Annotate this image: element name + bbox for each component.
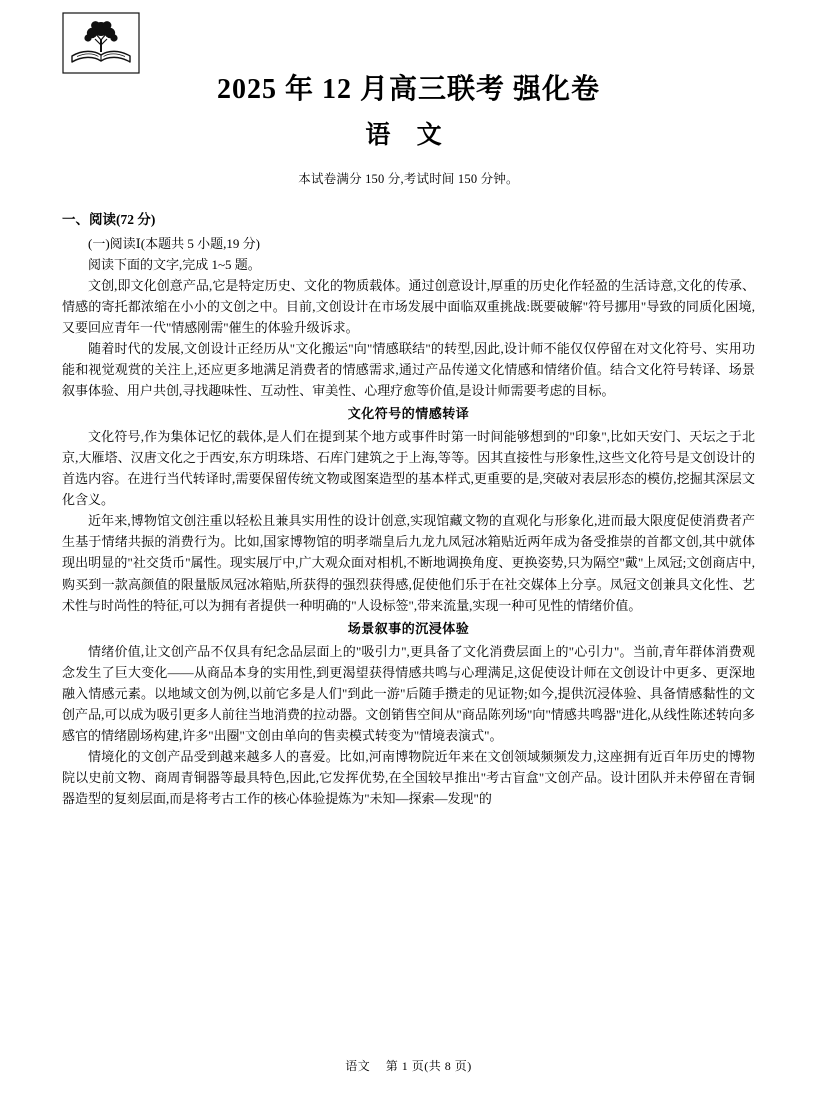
subsection-title: (一)阅读Ⅰ(本题共 5 小题,19 分) bbox=[88, 235, 260, 251]
paragraph: 文创,即文化创意产品,它是特定历史、文化的物质载体。通过创意设计,厚重的历史化作轻盈的生活诗意,文化的传承、情感的寄托都浓缩在小小的文创之中。目前,文创设计在市场发展中面临双重挑战:既要破解"符号挪用"导致的同质化困境,又要回应青年一代"情感刚需"催生的体验升级诉求。 bbox=[62, 277, 755, 335]
paper-body bbox=[62, 209, 755, 809]
subject-title: 语 文 bbox=[365, 122, 452, 150]
paragraph: 随着时代的发展,文创设计正经历从"文化搬运"向"情感联结"的转型,因此,设计师不能仅仅停留在对文化符号、实用功能和视觉观赏的关注上,还应更多地满足消费者的情感需求,通过产品传递文化情感和情绪价值。结合文化符号转译、场景叙事体验、用户共创,寻找趣味性、互动性、审美性、心理疗愈等价值,是设计师需要考虑的目标。 bbox=[62, 340, 755, 399]
paragraph: 近年来,博物馆文创注重以轻松且兼具实用性的设计创意,实现馆藏文物的直观化与形象化,进而最大限度促使消费者产生基于情绪共振的消费行为。比如,国家博物馆的明孝端皇后九龙九凤冠冰箱贴近两年成为备受推崇的首都文创,其中就体现出明显的"社交货币"属性。现实展厅中,广大观众面对相机,不断地调换角度、更换姿势,只为隔空"戴"上凤冠;文创商店中,购买到一款高颜值的限量版凤冠冰箱贴,所获得的强烈获得感,促使他们乐于在社交媒体上分享。凤冠文创兼具文化性、艺术性与时尚性的特征,可以为拥有者提供一种明确的"人设标签",带来流量,实现一种可见性的情绪价值。 bbox=[62, 513, 755, 613]
footer-page-number: 第 1 页(共 8 页) bbox=[385, 1059, 472, 1073]
exam-note: 本试卷满分 150 分,考试时间 150 分钟。 bbox=[298, 171, 519, 186]
footer-subject: 语文 bbox=[345, 1059, 371, 1073]
paragraph: 情绪价值,让文创产品不仅具有纪念品层面上的"吸引力",更具备了文化消费层面上的"心引力"。当前,青年群体消费观念发生了巨大变化——从商品本身的实用性,到更渴望获得情感共鸣与心理满足,这促使设计师在文创设计中更多、更深地融入情感元素。以地域文创为例,以前它多是人们"到此一游"后随手攒走的见证物;如今,提供沉浸体验、具备情感黏性的文创产品,可以成为吸引更多人前往当地消费的拉动器。文创销售空间从"商品陈列场"向"情感共鸣器"进化,从线性陈述转向多感官的情绪剧场构建,许多"出圈"文创由单向的售卖模式转变为"情境表演式"。 bbox=[62, 643, 755, 743]
page-footer bbox=[0, 1057, 817, 1074]
instruction-line: 阅读下面的文字,完成 1~5 题。 bbox=[88, 256, 261, 272]
book-tree-logo-icon bbox=[62, 12, 140, 74]
subheading: 文化符号的情感转译 bbox=[347, 406, 470, 422]
paper-header bbox=[62, 0, 755, 187]
section-title: 一、阅读(72 分) bbox=[62, 211, 156, 227]
subheading: 场景叙事的沉浸体验 bbox=[347, 620, 470, 636]
paragraph: 文化符号,作为集体记忆的载体,是人们在提到某个地方或事件时第一时间能够想到的"印象",比如天安门、天坛之于北京,大雁塔、汉唐文化之于西安,东方明珠塔、石库门建筑之于上海,等等。因其直接性与形象性,这些文化符号是文创设计的首选内容。在进行当代转译时,需要保留传统文物或图案造型的基本样式,更重要的是,突破对表层形态的模仿,挖掘其深层文化含义。 bbox=[62, 429, 755, 508]
page-title: 2025 年 12 月高三联考 强化卷 bbox=[216, 74, 600, 105]
paragraph: 情境化的文创产品受到越来越多人的喜爱。比如,河南博物院近年来在文创领域频频发力,这座拥有近百年历史的博物院以史前文物、商周青铜器等最具特色,因此,它发挥优势,在全国较早推出"考古盲盒"文创产品。设计团队并未停留在青铜器造型的复刻层面,而是将考古工作的核心体验提炼为"未知—探索—发现"的 bbox=[62, 748, 755, 806]
